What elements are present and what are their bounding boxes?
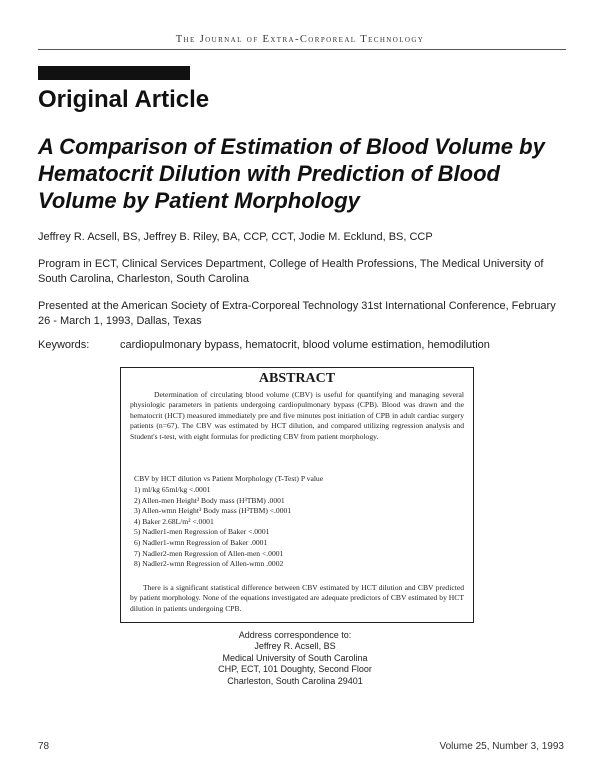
- article-title: A Comparison of Estimation of Blood Volume by Hematocrit Dilution with Prediction of Blood Volume by Patient Morphology: [38, 134, 545, 213]
- authors: Jeffrey R. Acsell, BS, Jeffrey B. Riley, BA, CCP, CCT, Jodie M. Ecklund, BS, CCP: [38, 231, 433, 243]
- correspondence-address: [150, 630, 440, 687]
- section-label: Original Article: [38, 86, 210, 113]
- abstract-paragraph: Determination of circulating blood volume (CBV) is useful for quantifying and managing several physiologic parameters in patients undergoing cardiopulmonary bypass (CPB). Blood was drawn and the hematocrit (HCT) measured immediately pre and five minutes post initiation of CPB in adult cardiac surgery patients (n=67). The CBV was estimated by HCT dilution, and compared utilizing regression analysis and Student's t-test, with eight formulas for predicting CBV from patient morphology.: [130, 390, 464, 441]
- abstract-title: ABSTRACT: [258, 371, 336, 386]
- presented-at: Presented at the American Society of Extra-Corporeal Technology 31st International Conference, February 26 - March 1, 1993, Dallas, Texas: [38, 300, 556, 327]
- header-rule: [38, 49, 566, 50]
- list-item: 4) Baker 2.68L/m² <.0001: [134, 516, 214, 526]
- page-number: 78: [38, 741, 50, 752]
- keywords-label: Keywords:: [38, 339, 90, 351]
- abstract-list: [134, 485, 291, 570]
- list-item: 6) Nadler1-wmn Regression of Baker .0001: [134, 537, 268, 547]
- correspondence-line: CHP, ECT, 101 Doughty, Second Floor: [218, 664, 372, 675]
- list-item: 2) Allen-men Height³ Body mass (H³TBM) .0001: [134, 495, 285, 505]
- abstract-list-heading: CBV by HCT dilution vs Patient Morphology (T-Test) P value: [134, 474, 324, 483]
- keywords-text: cardiopulmonary bypass, hematocrit, blood volume estimation, hemodilution: [120, 339, 490, 351]
- volume-info: Volume 25, Number 3, 1993: [439, 741, 564, 752]
- list-item: 8) Nadler2-wmn Regression of Allen-wmn .0002: [134, 559, 284, 569]
- abstract-box: [120, 367, 474, 623]
- section-bar: [38, 66, 190, 80]
- affiliation: Program in ECT, Clinical Services Department, College of Health Professions, The Medical University of South Carolina, Charleston, South Carolina: [38, 258, 544, 285]
- list-item: 5) Nadler1-men Regression of Baker <.0001: [134, 527, 270, 537]
- abstract-conclusion: There is a significant statistical difference between CBV estimated by HCT dilution and CBV predicted by patient morphology. None of the equations investigated are adequate predictors of CBV estimated by HCT dilution in patients undergoing CPB.: [130, 583, 464, 613]
- correspondence-line: Address correspondence to:: [238, 630, 352, 640]
- correspondence-line: Jeffrey R. Acsell, BS: [254, 641, 336, 652]
- list-item: 1) ml/kg 65ml/kg <.0001: [134, 485, 211, 494]
- correspondence-line: Charleston, South Carolina 29401: [227, 675, 363, 686]
- journal-header: The Journal of Extra-Corporeal Technology: [175, 34, 425, 45]
- correspondence-line: Medical University of South Carolina: [222, 652, 368, 663]
- list-item: 7) Nadler2-men Regression of Allen-men <.0001: [134, 548, 284, 558]
- list-item: 3) Allen-wmn Height³ Body mass (H³TBM) <.0001: [134, 506, 292, 516]
- keywords: [38, 339, 490, 351]
